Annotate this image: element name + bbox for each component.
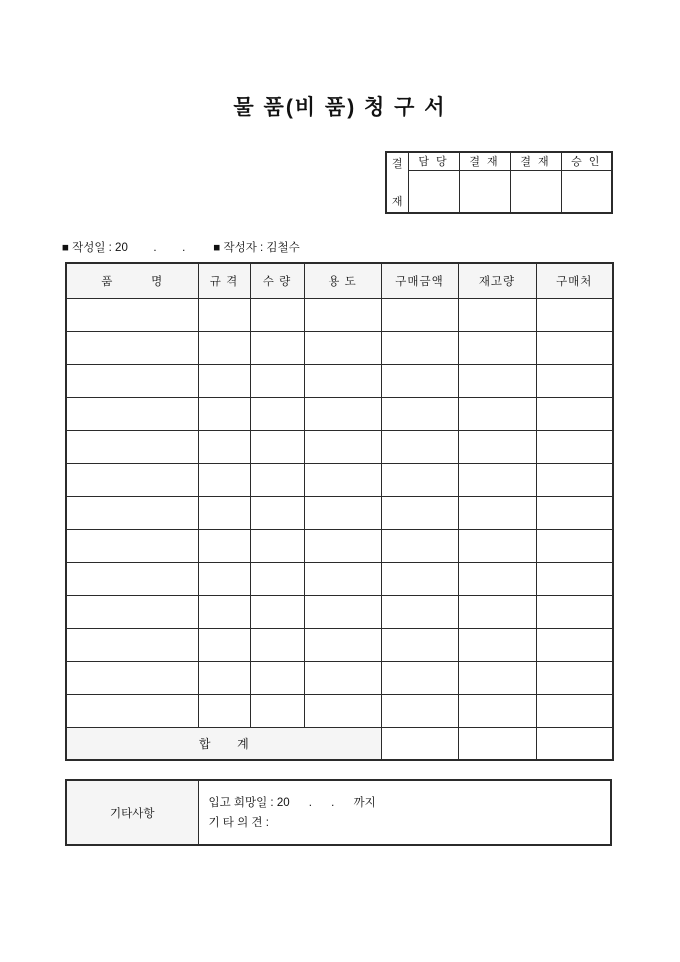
header-vendor: 구매처 [536, 263, 613, 298]
empty-cell [304, 364, 381, 397]
empty-cell [536, 595, 613, 628]
empty-cell [66, 661, 198, 694]
approval-sign-cell [561, 170, 612, 213]
empty-cell [304, 529, 381, 562]
empty-cell [536, 694, 613, 727]
empty-cell [250, 562, 304, 595]
empty-cell [381, 661, 458, 694]
empty-cell [536, 529, 613, 562]
empty-cell [536, 331, 613, 364]
empty-cell [381, 298, 458, 331]
empty-cell [458, 298, 536, 331]
empty-cell [458, 331, 536, 364]
empty-request-row [66, 694, 613, 727]
empty-cell [250, 463, 304, 496]
empty-cell [250, 397, 304, 430]
empty-request-row [66, 496, 613, 529]
empty-cell [458, 529, 536, 562]
empty-cell [536, 661, 613, 694]
empty-cell [250, 331, 304, 364]
empty-cell [250, 628, 304, 661]
empty-cell [381, 628, 458, 661]
empty-cell [250, 661, 304, 694]
empty-request-row [66, 595, 613, 628]
header-item-name: 품 명 [66, 263, 198, 298]
empty-cell [198, 430, 250, 463]
empty-request-row [66, 298, 613, 331]
approval-side-label [387, 155, 408, 211]
total-stock-quantity-cell [458, 727, 536, 760]
empty-cell [66, 298, 198, 331]
empty-cell [198, 694, 250, 727]
empty-cell [66, 430, 198, 463]
etc-body [198, 780, 611, 845]
empty-cell [66, 595, 198, 628]
empty-cell [198, 496, 250, 529]
total-label: 합 계 [66, 727, 381, 760]
header-spec: 규 격 [198, 263, 250, 298]
etc-row [66, 780, 611, 845]
empty-cell [381, 364, 458, 397]
empty-cell [458, 628, 536, 661]
empty-cell [304, 463, 381, 496]
empty-cell [66, 562, 198, 595]
empty-cell [304, 496, 381, 529]
empty-cell [381, 430, 458, 463]
empty-cell [304, 331, 381, 364]
approval-side-char-top: 결 [391, 157, 403, 170]
approval-side-char-bottom: 재 [391, 195, 403, 208]
empty-cell [304, 397, 381, 430]
empty-cell [250, 595, 304, 628]
etc-section [65, 779, 612, 846]
empty-cell [250, 430, 304, 463]
empty-cell [198, 562, 250, 595]
header-quantity: 수 량 [250, 263, 304, 298]
empty-cell [304, 661, 381, 694]
header-purchase-amount: 구매금액 [381, 263, 458, 298]
desired-delivery-date-line: 입고 희망일 : 20 . . 까지 [208, 796, 376, 809]
empty-cell [458, 562, 536, 595]
empty-cell [536, 430, 613, 463]
empty-cell [250, 298, 304, 331]
empty-cell [536, 397, 613, 430]
empty-request-row [66, 661, 613, 694]
approval-col-authorize: 승 인 [561, 152, 612, 170]
empty-request-row [66, 397, 613, 430]
empty-cell [66, 364, 198, 397]
request-table-header-row [66, 263, 613, 298]
created-date-label: ■ 작성일 : 20 . . [62, 242, 186, 254]
empty-cell [304, 430, 381, 463]
empty-cell [250, 496, 304, 529]
empty-cell [304, 694, 381, 727]
other-opinion-line: 기 타 의 견 : [208, 816, 269, 829]
empty-cell [536, 628, 613, 661]
empty-cell [66, 694, 198, 727]
empty-request-row [66, 364, 613, 397]
empty-cell [458, 430, 536, 463]
header-stock-quantity: 재고량 [458, 263, 536, 298]
approval-header-row [386, 152, 612, 170]
empty-cell [381, 562, 458, 595]
total-vendor-cell [536, 727, 613, 760]
empty-cell [66, 463, 198, 496]
empty-cell [198, 529, 250, 562]
approval-side-cell [386, 152, 408, 213]
empty-cell [66, 496, 198, 529]
empty-cell [458, 694, 536, 727]
empty-cell [381, 397, 458, 430]
empty-cell [198, 331, 250, 364]
empty-cell [304, 595, 381, 628]
approval-sign-cell [459, 170, 510, 213]
empty-cell [536, 463, 613, 496]
empty-cell [381, 595, 458, 628]
empty-cell [198, 595, 250, 628]
empty-cell [381, 529, 458, 562]
approval-sign-cell [408, 170, 459, 213]
approval-box [385, 151, 613, 214]
etc-label: 기타사항 [66, 780, 198, 845]
empty-cell [250, 364, 304, 397]
empty-cell [198, 661, 250, 694]
empty-cell [381, 694, 458, 727]
approval-col-manager: 담 당 [408, 152, 459, 170]
empty-request-row [66, 529, 613, 562]
empty-cell [381, 496, 458, 529]
empty-request-row [66, 562, 613, 595]
empty-cell [250, 694, 304, 727]
empty-cell [304, 628, 381, 661]
empty-cell [381, 331, 458, 364]
empty-cell [198, 628, 250, 661]
empty-cell [536, 496, 613, 529]
empty-cell [304, 562, 381, 595]
header-purpose: 용 도 [304, 263, 381, 298]
empty-cell [536, 364, 613, 397]
empty-cell [458, 397, 536, 430]
approval-col-approve-1: 결 재 [459, 152, 510, 170]
empty-cell [458, 496, 536, 529]
empty-cell [66, 529, 198, 562]
request-table [65, 262, 614, 761]
empty-cell [458, 463, 536, 496]
empty-cell [458, 595, 536, 628]
empty-cell [536, 298, 613, 331]
total-row [66, 727, 613, 760]
approval-signature-row [386, 170, 612, 213]
empty-cell [304, 298, 381, 331]
empty-cell [66, 397, 198, 430]
empty-cell [66, 331, 198, 364]
approval-sign-cell [510, 170, 561, 213]
empty-cell [198, 364, 250, 397]
meta-line [62, 239, 300, 255]
approval-col-approve-2: 결 재 [510, 152, 561, 170]
total-purchase-amount-cell [381, 727, 458, 760]
empty-request-row [66, 331, 613, 364]
writer-label: ■ 작성자 : 김철수 [213, 242, 300, 254]
form-title: 물 품(비 품) 청 구 서 [233, 96, 447, 119]
empty-cell [250, 529, 304, 562]
empty-request-row [66, 463, 613, 496]
empty-cell [458, 661, 536, 694]
empty-cell [198, 463, 250, 496]
empty-request-row [66, 430, 613, 463]
empty-cell [198, 298, 250, 331]
request-table-body [66, 298, 613, 727]
empty-cell [66, 628, 198, 661]
empty-cell [198, 397, 250, 430]
empty-request-row [66, 628, 613, 661]
empty-cell [458, 364, 536, 397]
empty-cell [536, 562, 613, 595]
empty-cell [381, 463, 458, 496]
